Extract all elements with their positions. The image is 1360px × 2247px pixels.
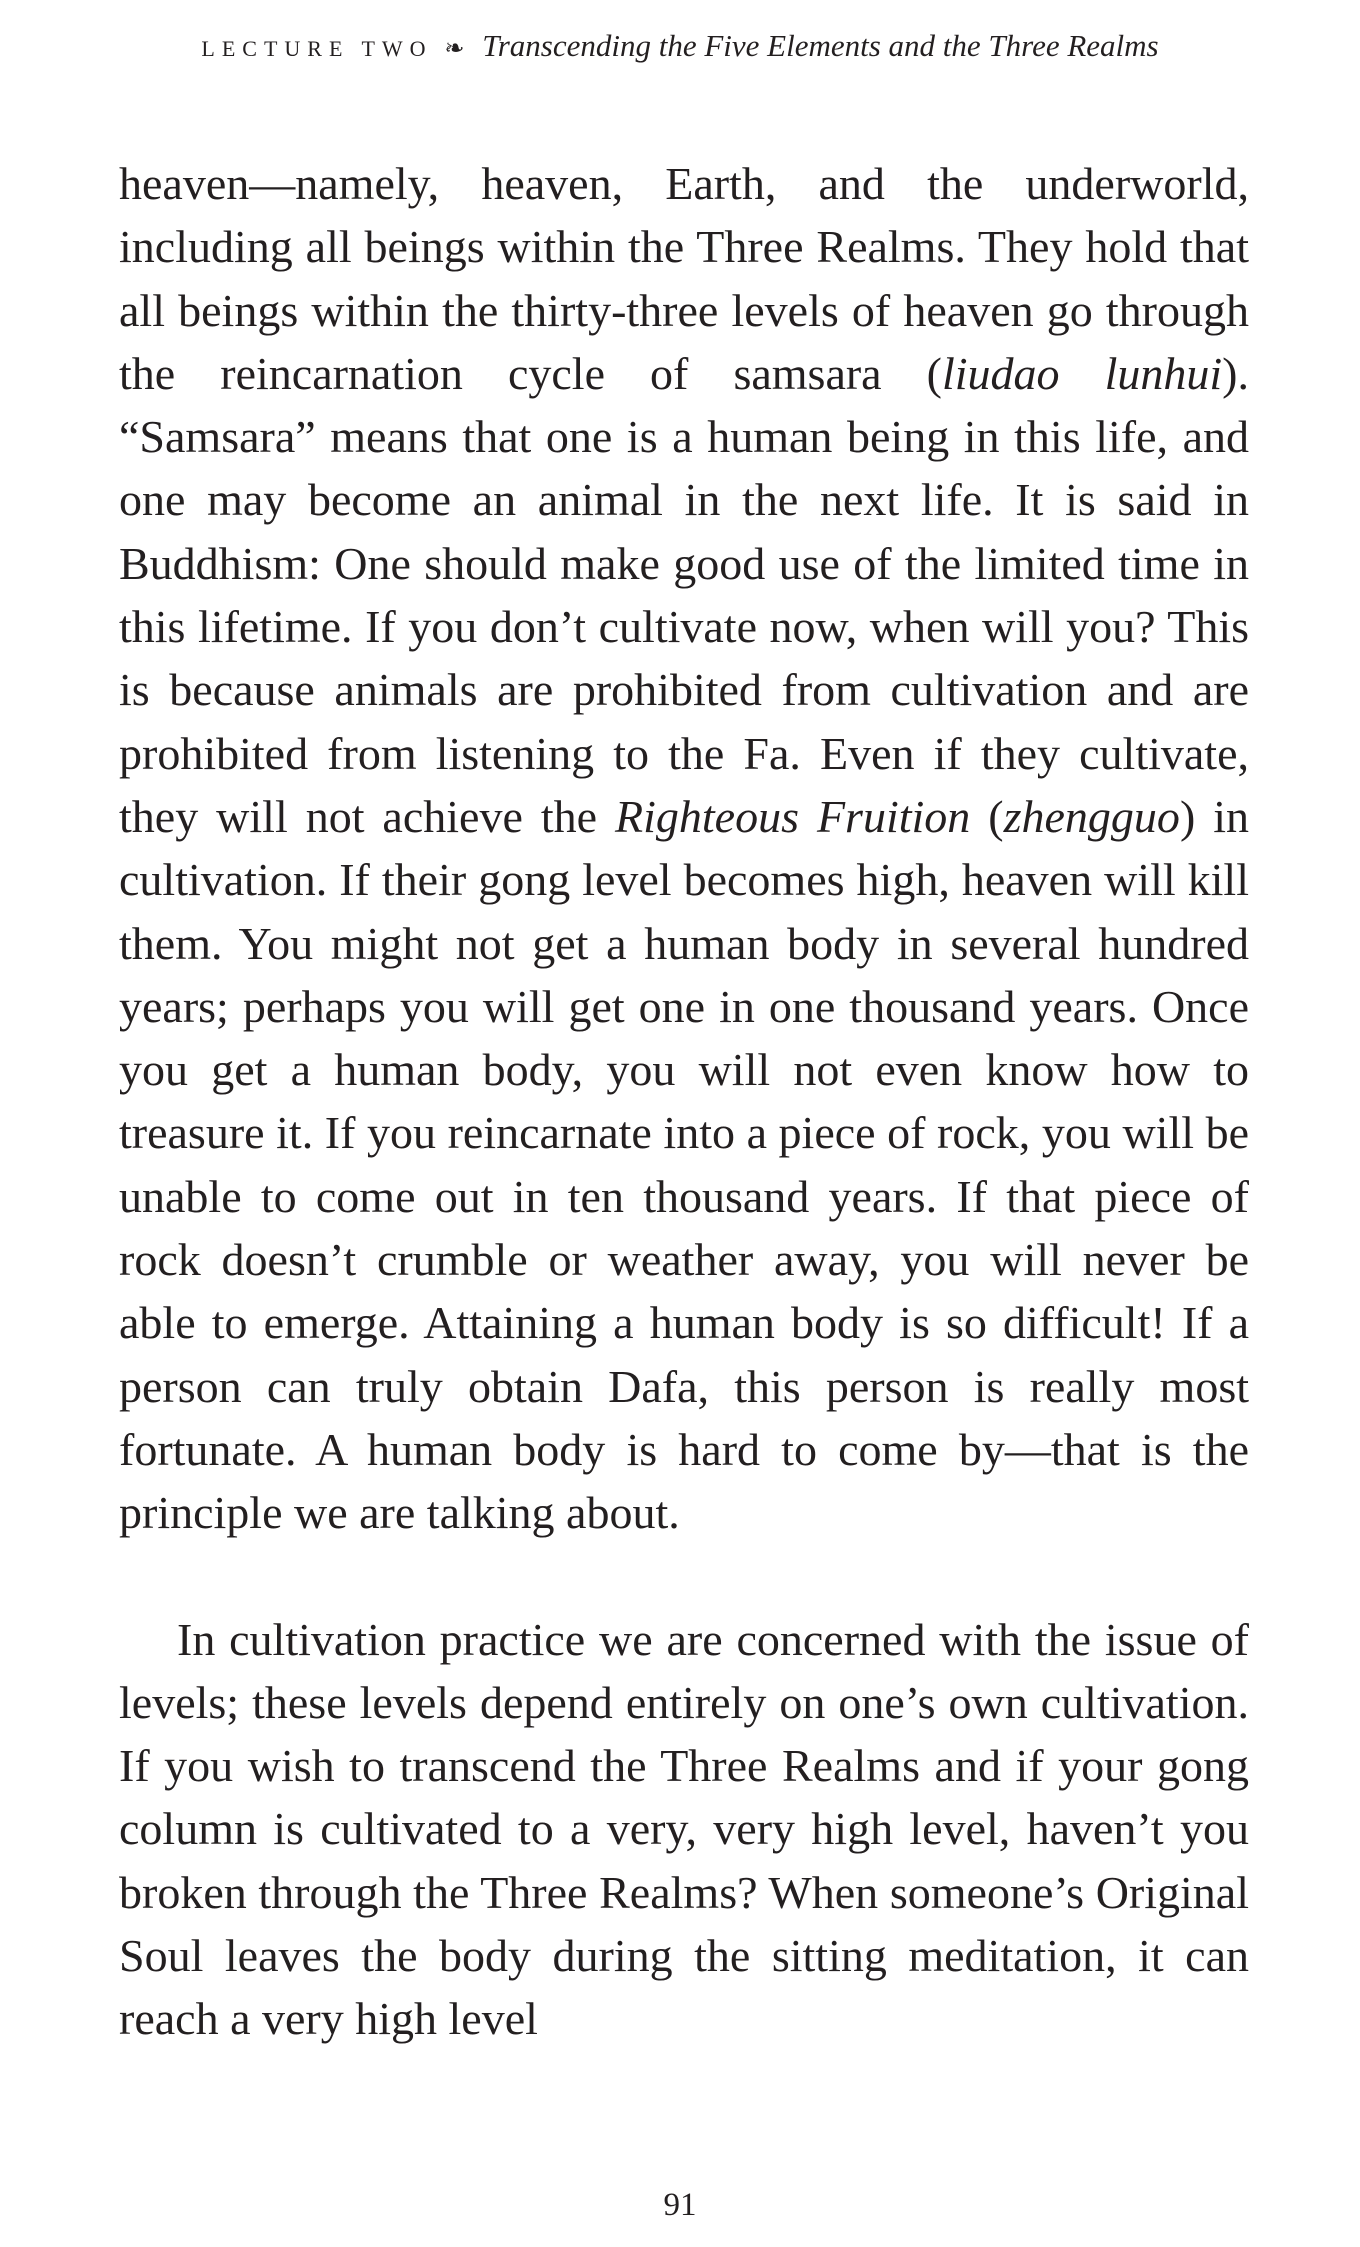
italic-term: zhengguo — [1003, 790, 1180, 842]
body-text — [119, 152, 1249, 2051]
chapter-title: Transcending the Five Elements and the Three Realms — [482, 28, 1159, 63]
running-header — [120, 26, 1240, 69]
text-run: In cultivation practice we are concerned with the issue of levels; these levels depend entirely on one’s own cultivation. If you wish to transcend the Three Realms and if your gong column is cultivated to a very, very high level, haven’t you broken through the Three Realms? When someone’s Original Soul leaves the body during the sitting meditation, it can reach a very high level — [119, 1613, 1249, 2045]
text-run: ). “Samsara” means that one is a human being in this life, and one may become an animal in the next life. It is said in Buddhism: One should make good use of the limited time in this lifetime. If you don’t cultivate now, when will you? This is because animals are prohibited from cultivation and are prohibited from listening to the Fa. Even if they cultivate, they will not achieve the — [119, 347, 1249, 842]
italic-term: liudao lunhui — [941, 347, 1223, 399]
text-run: heaven—namely, heaven, Earth, and the underworld, including all beings within the Three Realms. They hold that all beings within the thirty-three levels of heaven go through the reincarnation cycle of samsara ( — [119, 158, 1249, 399]
text-run: ) in cultivation. If their gong level becomes high, heaven will kill them. You might not get a human body in several hundred years; perhaps you will get one in one thousand years. Once you get a human body, you will not even know how to treasure it. If you reincarnate into a piece of rock, you will be unable to come out in ten thousand years. If that piece of rock doesn’t crumble or weather away, you will never be able to emerge. Attaining a human body is so difficult! If a person can truly obtain Dafa, this person is really most fortunate. A human body is hard to come by—that is the principle we are talking about. — [119, 790, 1250, 1539]
page-number: 91 — [663, 2187, 697, 2223]
lecture-label: LECTURE TWO — [201, 36, 433, 61]
text-run: ( — [970, 790, 1004, 842]
paragraph-2 — [119, 1608, 1249, 2051]
italic-term: Righteous Fruition — [615, 790, 971, 842]
paragraph-1 — [119, 152, 1249, 1545]
fleuron-ornament-icon: ❧ — [444, 36, 465, 62]
